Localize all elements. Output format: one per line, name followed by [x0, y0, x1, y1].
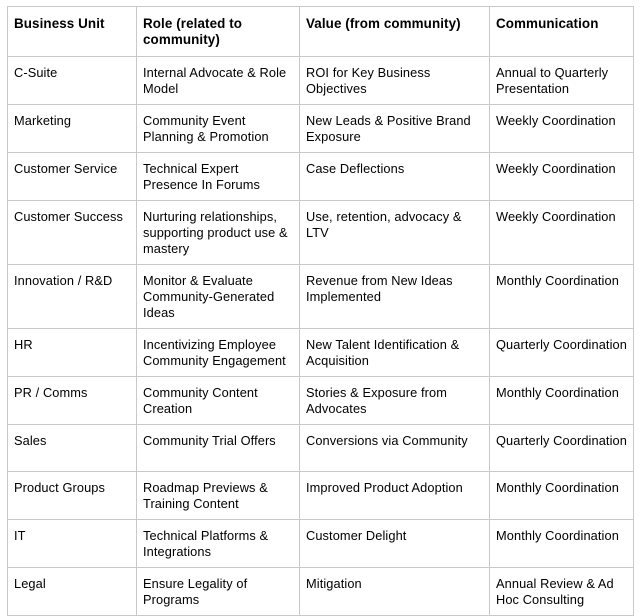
cell-role: Community Event Planning & Promotion — [137, 105, 300, 153]
cell-value: Revenue from New Ideas Implemented — [300, 265, 490, 329]
table-header-row — [8, 7, 634, 57]
table-row — [8, 329, 634, 377]
cell-business-unit: C-Suite — [8, 57, 137, 105]
cell-communication: Weekly Coordination — [490, 153, 634, 201]
cell-role: Ensure Legality of Programs — [137, 568, 300, 616]
table-row — [8, 153, 634, 201]
cell-business-unit: PR / Comms — [8, 377, 137, 425]
cell-business-unit: Sales — [8, 425, 137, 472]
header-communication: Communication — [490, 7, 634, 57]
cell-communication: Monthly Coordination — [490, 265, 634, 329]
cell-role: Community Content Creation — [137, 377, 300, 425]
cell-communication: Quarterly Coordination — [490, 425, 634, 472]
table-row — [8, 201, 634, 265]
cell-role: Internal Advocate & Role Model — [137, 57, 300, 105]
cell-business-unit: IT — [8, 520, 137, 568]
cell-role: Technical Platforms & Integrations — [137, 520, 300, 568]
cell-communication: Quarterly Coordination — [490, 329, 634, 377]
cell-business-unit: Legal — [8, 568, 137, 616]
table-row — [8, 425, 634, 472]
cell-role: Nurturing relationships, supporting product use & mastery — [137, 201, 300, 265]
cell-business-unit: Innovation / R&D — [8, 265, 137, 329]
cell-communication: Monthly Coordination — [490, 377, 634, 425]
cell-value: Conversions via Community — [300, 425, 490, 472]
cell-communication: Monthly Coordination — [490, 520, 634, 568]
cell-role: Monitor & Evaluate Community-Generated Ideas — [137, 265, 300, 329]
cell-value: New Leads & Positive Brand Exposure — [300, 105, 490, 153]
cell-value: Stories & Exposure from Advocates — [300, 377, 490, 425]
table-row — [8, 377, 634, 425]
cell-role: Community Trial Offers — [137, 425, 300, 472]
cell-value: Improved Product Adoption — [300, 472, 490, 520]
header-value: Value (from community) — [300, 7, 490, 57]
cell-role: Roadmap Previews & Training Content — [137, 472, 300, 520]
table-row — [8, 472, 634, 520]
cell-business-unit: HR — [8, 329, 137, 377]
cell-role: Incentivizing Employee Community Engagement — [137, 329, 300, 377]
table-row — [8, 568, 634, 616]
header-business-unit: Business Unit — [8, 7, 137, 57]
cell-communication: Annual to Quarterly Presentation — [490, 57, 634, 105]
cell-value: Customer Delight — [300, 520, 490, 568]
cell-business-unit: Product Groups — [8, 472, 137, 520]
cell-value: ROI for Key Business Objectives — [300, 57, 490, 105]
cell-value: Mitigation — [300, 568, 490, 616]
cell-communication: Weekly Coordination — [490, 201, 634, 265]
cell-role: Technical Expert Presence In Forums — [137, 153, 300, 201]
table-row — [8, 57, 634, 105]
header-role: Role (related to community) — [137, 7, 300, 57]
business-unit-table — [7, 6, 634, 616]
cell-value: New Talent Identification & Acquisition — [300, 329, 490, 377]
cell-business-unit: Marketing — [8, 105, 137, 153]
cell-business-unit: Customer Success — [8, 201, 137, 265]
business-unit-table-container — [7, 6, 633, 616]
cell-value: Case Deflections — [300, 153, 490, 201]
cell-communication: Weekly Coordination — [490, 105, 634, 153]
table-row — [8, 265, 634, 329]
cell-business-unit: Customer Service — [8, 153, 137, 201]
cell-communication: Monthly Coordination — [490, 472, 634, 520]
table-row — [8, 105, 634, 153]
cell-value: Use, retention, advocacy & LTV — [300, 201, 490, 265]
cell-communication: Annual Review & Ad Hoc Consulting — [490, 568, 634, 616]
table-row — [8, 520, 634, 568]
